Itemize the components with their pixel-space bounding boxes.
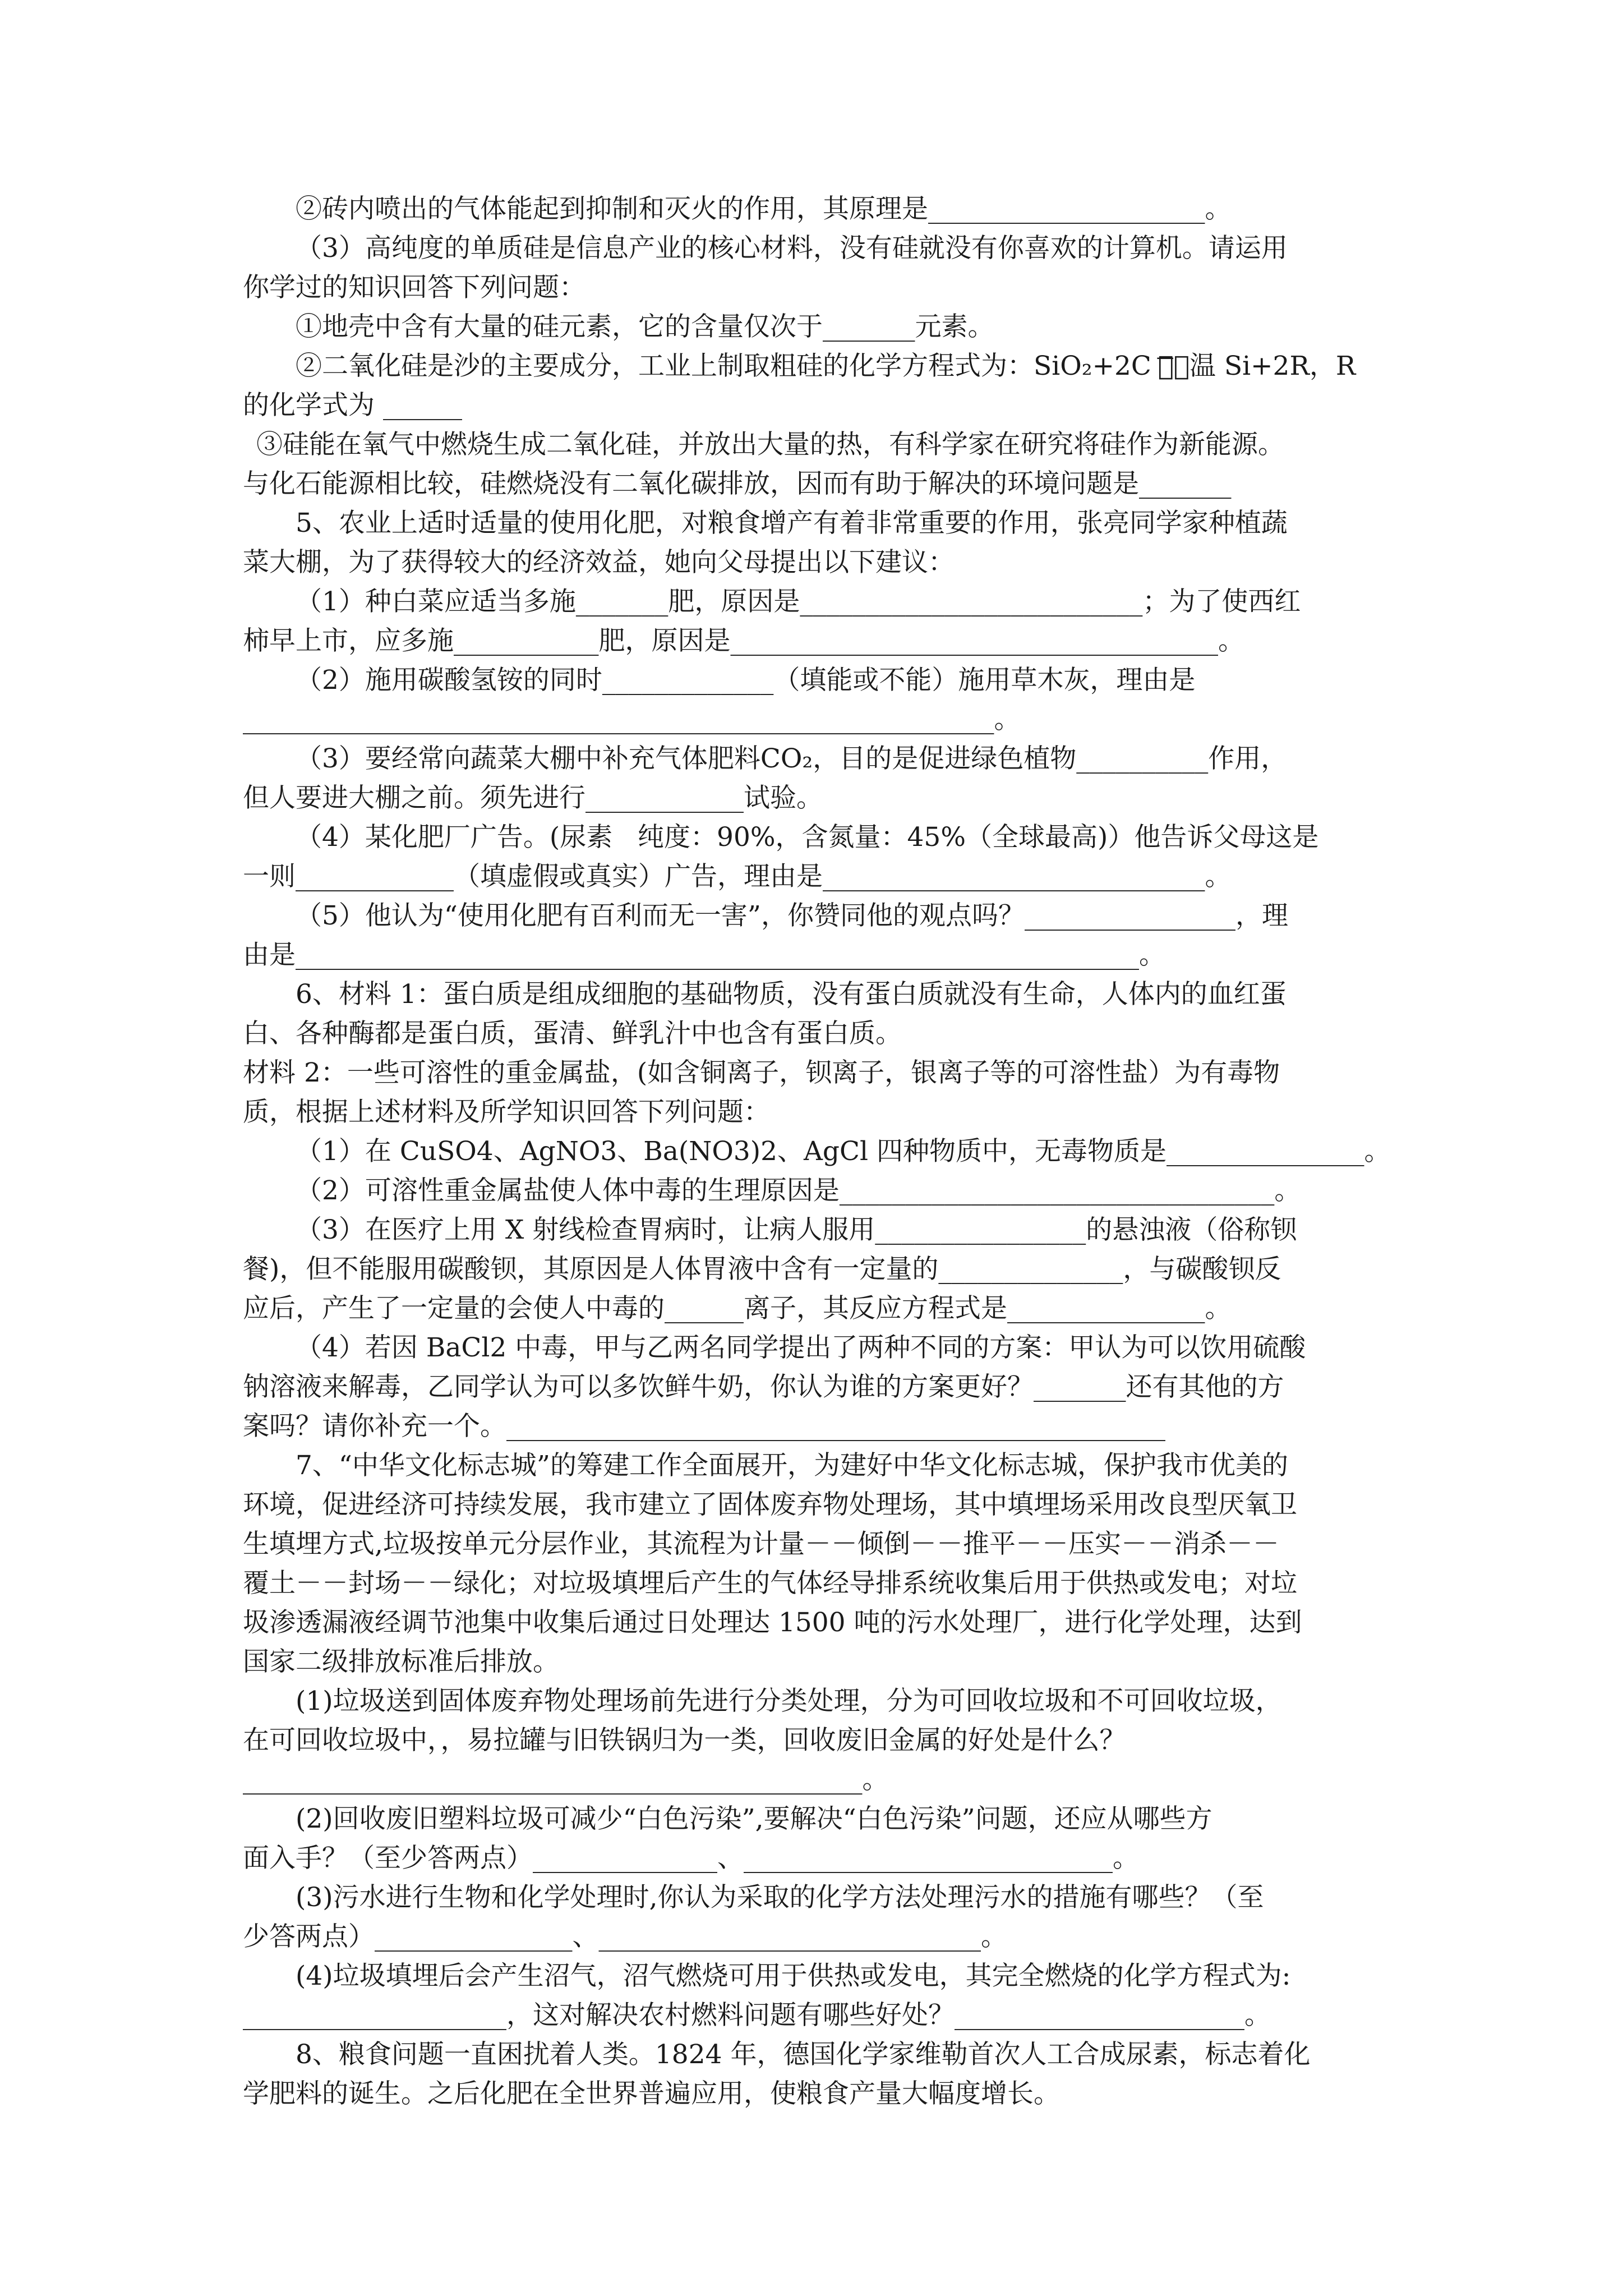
text-line: （1）种白菜应适当多施_______肥，原因是__________________________；为了使西红 [296,586,1301,617]
text-line: （2）施用碳酸氢铵的同时_____________（填能或不能）施用草木灰，理由是 [296,665,1196,696]
text-line: 覆土－－封场－－绿化；对垃圾填埋后产生的气体经导排系统收集后用于供热或发电；对垃 [243,1568,1297,1599]
text-line: 柿早上市，应多施___________肥，原因是_____________________________________。 [243,625,1244,656]
text-line: 与化石能源相比较，硅燃烧没有二氧化碳排放，因而有助于解决的环境问题是_______ [243,468,1232,499]
text-line: 国家二级排放标准后排放。 [243,1646,559,1677]
text-line: 的化学式为 ______ [243,390,462,421]
text-line: ②砖内喷出的气体能起到抑制和灭火的作用，其原理是_____________________。 [296,194,1232,224]
text-line: 案吗？请你补充一个。__________________________________________________ [243,1411,1165,1442]
text-line: _________________________________________________________。 [243,704,1021,735]
text-line: （4）若因 BaCl2 中毒，甲与乙两名同学提出了两种不同的方案：甲认为可以饮用硫酸 [296,1332,1306,1363]
text-line: ____________________，这对解决农村燃料问题有哪些好处？______________________。 [243,2000,1271,2031]
text-line: (1)垃圾送到固体废弃物处理场前先进行分类处理，分为可回收垃圾和不可回收垃圾， [296,1686,1282,1717]
text-line: 在可回收垃圾中，，易拉罐与旧铁锅归为一类，回收废旧金属的好处是什么？ [243,1725,1126,1756]
text-line: 钠溶液来解毒，乙同学认为可以多饮鲜牛奶，你认为谁的方案更好？_______还有其他的方 [243,1372,1284,1402]
text-line: 圾渗透漏液经调节池集中收集后通过日处理达 1500 吨的污水处理厂，进行化学处理，达到 [243,1607,1302,1638]
text-line: (2)回收废旧塑料垃圾可减少“白色污染”,要解决“白色污染”问题，还应从哪些方 [296,1803,1212,1834]
text-line: 餐)，但不能服用碳酸钡，其原因是人体胃液中含有一定量的______________，与碳酸钡反 [243,1254,1281,1285]
text-line: ②二氧化硅是沙的主要成分，工业上制取粗硅的化学方程式为：SiO₂+2C ͞高͞温 Si+2R，R [296,351,1356,381]
text-line: 面入手？（至少答两点）______________、____________________________。 [243,1843,1139,1874]
text-line: 环境，促进经济可持续发展，我市建立了固体废弃物处理场，其中填埋场采用改良型厌氧卫 [243,1489,1297,1520]
text-line: （3）在医疗上用 X 射线检查胃病时，让病人服用________________的悬浊液（俗称钡 [296,1214,1297,1245]
text-line: 由是________________________________________________________________。 [243,940,1165,970]
text-line: （1）在 CuSO4、AgNO3、Ba(NO3)2、AgCl 四种物质中，无毒物质是_______________。 [296,1136,1391,1167]
text-line: (3)污水进行生物和化学处理时,你认为采取的化学方法处理污水的措施有哪些？（至 [296,1882,1264,1913]
text-line: （4）某化肥厂广告。(尿素 纯度：90%，含氮量：45%（全球最高)）他告诉父母这是 [296,822,1319,853]
text-line: 8、粮食问题一直困扰着人类。1824 年，德国化学家维勒首次人工合成尿素，标志着化 [296,2039,1311,2070]
text-line: 5、农业上适时适量的使用化肥，对粮食增产有着非常重要的作用，张亮同学家种植蔬 [296,508,1288,539]
text-line: ③硅能在氧气中燃烧生成二氧化硅，并放出大量的热，有科学家在研究将硅作为新能源。 [256,429,1284,460]
text-line: 菜大棚，为了获得较大的经济效益，她向父母提出以下建议： [243,547,955,578]
text-line: ①地壳中含有大量的硅元素，它的含量仅次于_______元素。 [296,311,994,342]
text-line: （3）高纯度的单质硅是信息产业的核心材料，没有硅就没有你喜欢的计算机。请运用 [296,233,1288,264]
text-line: 生填埋方式,垃圾按单元分层作业，其流程为计量－－倾倒－－推平－－压实－－消杀－－ [243,1529,1279,1559]
text-line: 6、材料 1：蛋白质是组成细胞的基础物质，没有蛋白质就没有生命，人体内的血红蛋 [296,979,1287,1010]
document-page [243,190,1391,2114]
text-line: 白、各种酶都是蛋白质，蛋清、鲜乳汁中也含有蛋白质。 [243,1018,902,1049]
text-line: 少答两点）_______________、_____________________________。 [243,1921,1007,1952]
text-line: 你学过的知识回答下列问题： [243,272,585,303]
text-line: 一则____________（填虚假或真实）广告，理由是_____________________________。 [243,861,1232,892]
text-line: _______________________________________________。 [243,1764,889,1795]
text-line: 材料 2：一些可溶性的重金属盐，(如含铜离子，钡离子，银离子等的可溶性盐）为有毒物 [243,1057,1280,1088]
text-line: 但人要进大棚之前。须先进行____________试验。 [243,783,823,813]
text-line: 学肥料的诞生。之后化肥在全世界普遍应用，使粮食产量大幅度增长。 [243,2078,1060,2109]
text-line: （5）他认为“使用化肥有百利而无一害”，你赞同他的观点吗？________________，理 [296,900,1288,931]
text-line: 应后，产生了一定量的会使人中毒的______离子，其反应方程式是_______________。 [243,1293,1232,1324]
text-line: 质，根据上述材料及所学知识回答下列问题： [243,1097,770,1128]
text-line: 7、“中华文化标志城”的筹建工作全面展开，为建好中华文化标志城，保护我市优美的 [296,1450,1288,1481]
text-line: （3）要经常向蔬菜大棚中补充气体肥料CO₂，目的是促进绿色植物__________作用， [296,743,1288,774]
text-line: （2）可溶性重金属盐使人体中毒的生理原因是_________________________________。 [296,1175,1301,1206]
text-line: (4)垃圾填埋后会产生沼气，沼气燃烧可用于供热或发电，其完全燃烧的化学方程式为: [296,1961,1291,1991]
